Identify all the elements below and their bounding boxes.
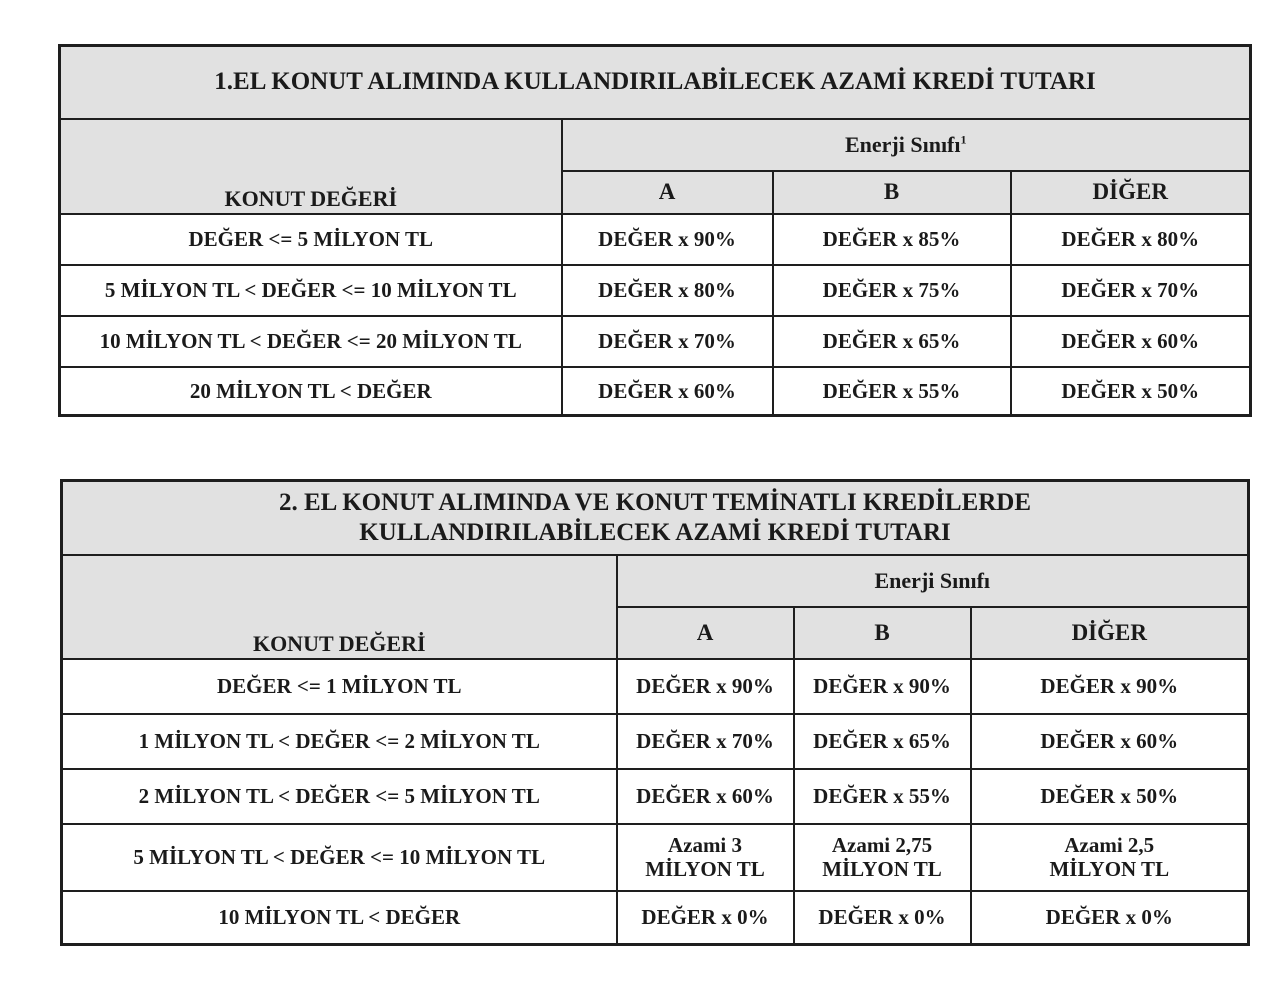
footnote-marker: 1 [960,132,967,147]
group-header-enerji-sinifi: Enerji Sınıfı [617,555,1249,607]
cell-b: DEĞER x 65% [794,714,971,769]
row-label: 1 MİLYON TL < DEĞER <= 2 MİLYON TL [62,714,617,769]
cell-diger-line-1: Azami 2,5 [1064,833,1155,857]
cell-diger: DEĞER x 60% [1011,316,1251,367]
cell-a-line-2: MİLYON TL [645,857,765,881]
table-first-hand-housing-loan-limits [58,44,1252,417]
row-label: 5 MİLYON TL < DEĞER <= 10 MİLYON TL [60,265,562,316]
cell-b: DEĞER x 0% [794,891,971,945]
cell-diger: DEĞER x 80% [1011,214,1251,265]
cell-b: DEĞER x 75% [773,265,1011,316]
cell-diger [971,824,1249,891]
table-row [62,659,1249,714]
table-row [62,714,1249,769]
row-header-konut-degeri: KONUT DEĞERİ [62,555,617,659]
table-row [62,891,1249,945]
row-label: DEĞER <= 5 MİLYON TL [60,214,562,265]
cell-b: DEĞER x 65% [773,316,1011,367]
row-label: DEĞER <= 1 MİLYON TL [62,659,617,714]
cell-b: DEĞER x 90% [794,659,971,714]
column-header-b: B [794,607,971,659]
table-title-line-1: 2. EL KONUT ALIMINDA VE KONUT TEMİNATLI KREDİLERDE [279,488,1032,516]
table-row [62,824,1249,891]
column-header-a: A [617,607,794,659]
cell-a: DEĞER x 60% [617,769,794,824]
row-label: 10 MİLYON TL < DEĞER <= 20 MİLYON TL [60,316,562,367]
cell-a-line-1: Azami 3 [667,833,743,857]
cell-a: DEĞER x 70% [562,316,773,367]
cell-a: DEĞER x 90% [562,214,773,265]
cell-a: DEĞER x 90% [617,659,794,714]
cell-b [794,824,971,891]
table-title [62,481,1249,555]
cell-a: DEĞER x 0% [617,891,794,945]
table-title-line-2: KULLANDIRILABİLECEK AZAMİ KREDİ TUTARI [359,518,951,546]
cell-b: DEĞER x 85% [773,214,1011,265]
cell-diger: DEĞER x 50% [971,769,1249,824]
cell-a [617,824,794,891]
cell-diger: DEĞER x 90% [971,659,1249,714]
cell-b: DEĞER x 55% [794,769,971,824]
cell-diger: DEĞER x 60% [971,714,1249,769]
column-header-diger: DİĞER [1011,171,1251,214]
row-header-konut-degeri: KONUT DEĞERİ [60,119,562,214]
table-second-hand-housing-loan-limits [60,479,1250,946]
table-row [62,769,1249,824]
column-header-b: B [773,171,1011,214]
cell-diger: DEĞER x 0% [971,891,1249,945]
table-row [60,316,1251,367]
row-label: 2 MİLYON TL < DEĞER <= 5 MİLYON TL [62,769,617,824]
cell-b-line-1: Azami 2,75 [831,833,933,857]
cell-diger: DEĞER x 70% [1011,265,1251,316]
cell-diger-line-2: MİLYON TL [1049,857,1170,881]
column-header-diger: DİĞER [971,607,1249,659]
cell-a: DEĞER x 80% [562,265,773,316]
cell-a: DEĞER x 60% [562,367,773,416]
cell-b: DEĞER x 55% [773,367,1011,416]
column-header-a: A [562,171,773,214]
row-label: 20 MİLYON TL < DEĞER [60,367,562,416]
row-label: 10 MİLYON TL < DEĞER [62,891,617,945]
table-title: 1.EL KONUT ALIMINDA KULLANDIRILABİLECEK AZAMİ KREDİ TUTARI [60,46,1251,119]
row-label: 5 MİLYON TL < DEĞER <= 10 MİLYON TL [62,824,617,891]
table-row [60,265,1251,316]
cell-a: DEĞER x 70% [617,714,794,769]
cell-diger: DEĞER x 50% [1011,367,1251,416]
group-header-enerji-sinifi: Enerji Sınıfı$^1$ [562,119,1251,171]
table-row [60,367,1251,416]
cell-b-line-2: MİLYON TL [822,857,942,881]
table-row [60,214,1251,265]
